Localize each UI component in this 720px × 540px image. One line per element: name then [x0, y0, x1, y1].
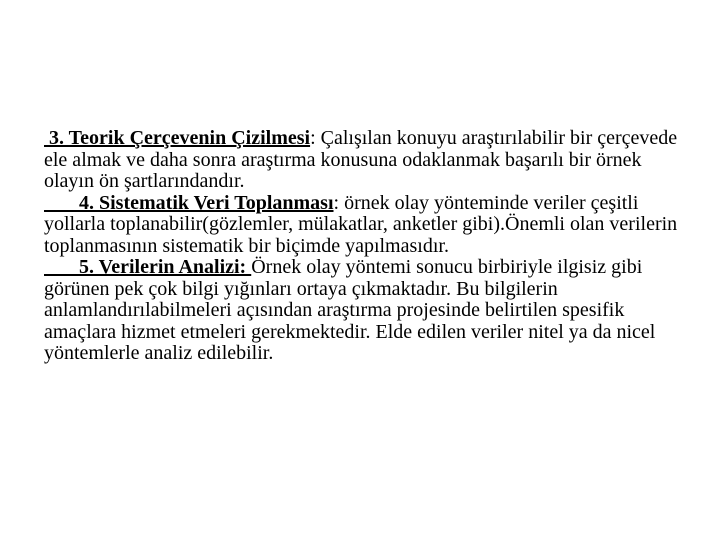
paragraph-indent	[44, 256, 79, 278]
slide-text-body	[44, 128, 684, 365]
paragraph-heading: 5. Verilerin Analizi:	[79, 256, 252, 278]
paragraph-data-collection	[44, 193, 684, 258]
paragraph-body: : örnek olay yönteminde veriler çeşitli yollarla toplanabilir(gözlemler, mülakatlar, anketler gibi).Önemli olan verilerin toplanmasının sistematik bir biçimde yapılmasıdır.	[44, 191, 678, 257]
paragraph-heading: 4. Sistematik Veri Toplanması	[79, 191, 334, 214]
paragraph-theoretical-framework	[44, 128, 684, 193]
paragraph-body: : Çalışılan konuyu araştırılabilir bir çerçevede ele almak ve daha sonra araştırma konusuna odaklanmak başarılı bir örnek olayın ön şartlarındandır.	[44, 127, 678, 192]
paragraph-data-analysis	[44, 257, 684, 365]
paragraph-heading: 3. Teorik Çerçevenin Çizilmesi	[49, 127, 311, 149]
paragraph-body: Örnek olay yöntemi sonucu birbiriyle ilgisiz gibi görünen pek çok bilgi yığınları ortaya çıkmaktadır. Bu bilgilerin anlamlandırılabilmeleri açısından araştırma projesinde belirtilen spesifik amaçlara hizmet etmeleri gerekmektedir. Elde edilen veriler nitel ya da nicel yöntemlerle analiz edilebilir.	[44, 256, 656, 364]
paragraph-indent	[44, 192, 79, 214]
